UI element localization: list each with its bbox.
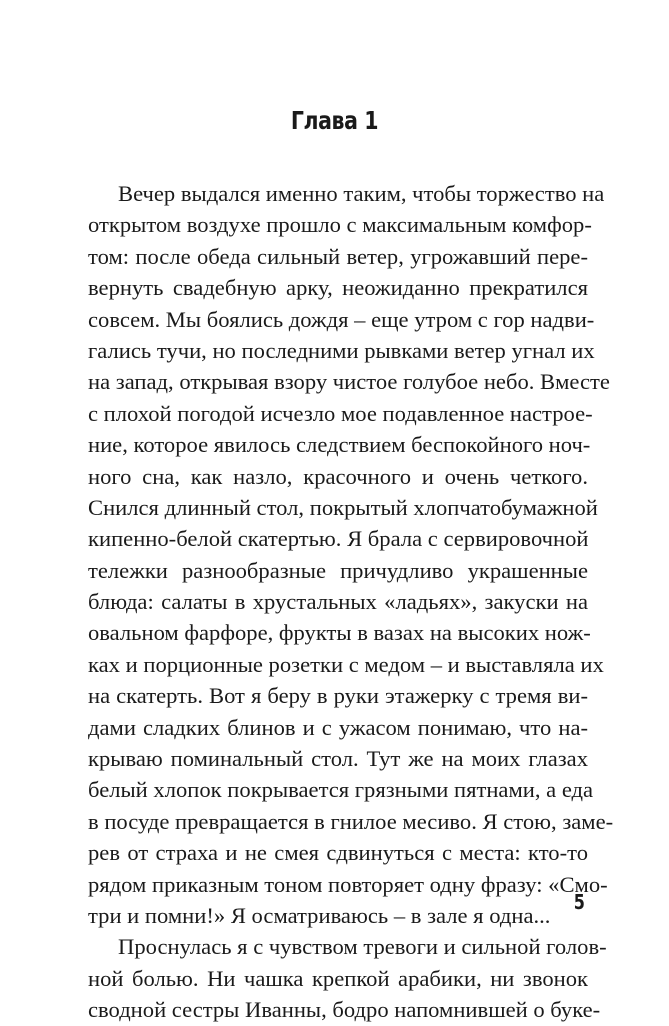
text-line: на скатерть. Вот я беру в руки этажерку с тремя ви- xyxy=(88,683,588,709)
text-line: крываю поминальный стол. Тут же на моих глазах xyxy=(88,746,588,772)
text-line: совсем. Мы боялись дождя – еще утром с гор надви- xyxy=(88,306,595,332)
text-line: ние, которое явилось следствием беспокойного ноч- xyxy=(88,432,591,458)
text-line: том: после обеда сильный ветер, угрожавший пере- xyxy=(88,243,588,269)
text-line: рядом приказным тоном повторяет одну фразу: «Смо- xyxy=(88,871,608,897)
text-line: ной болью. Ни чашка крепкой арабики, ни звонок xyxy=(88,965,588,991)
text-line: сводной сестры Иванны, бодро напомнившей о буке- xyxy=(88,997,601,1023)
text-line: ного сна, как назло, красочного и очень четкого. xyxy=(88,463,588,489)
text-line: с плохой погодой исчезло мое подавленное настрое- xyxy=(88,400,593,426)
text-line: в посуде превращается в гнилое месиво. Я стою, заме- xyxy=(88,808,614,834)
text-line: белый хлопок покрывается грязными пятнами, а еда xyxy=(88,777,594,803)
text-line: Вечер выдался именно таким, чтобы торжество на xyxy=(118,181,605,206)
text-line: блюда: салаты в хрустальных «ладьях», закуски на xyxy=(88,589,588,615)
chapter-title: Глава 1 xyxy=(290,106,379,135)
text-line: Снился длинный стол, покрытый хлопчатобумажной xyxy=(88,494,598,520)
text-line: рев от страха и не смея сдвинуться с места: кто-то xyxy=(88,840,588,866)
text-line: Проснулась я с чувством тревоги и сильной голов- xyxy=(118,934,607,960)
text-line: кипенно-белой скатертью. Я брала с сервировочной xyxy=(88,526,589,552)
text-line: вернуть свадебную арку, неожиданно прекратился xyxy=(88,275,588,301)
body-text xyxy=(88,178,614,1026)
text-line: открытом воздухе прошло с максимальным комфор- xyxy=(88,212,592,238)
text-line: тележки разнообразные причудливо украшенные xyxy=(88,557,588,583)
text-line: на запад, открывая взору чистое голубое небо. Вместе xyxy=(88,369,610,395)
text-line: овальном фарфоре, фрукты в вазах на высоких нож- xyxy=(88,620,591,646)
text-line: гались тучи, но последними рывками ветер угнал их xyxy=(88,337,595,363)
text-line: дами сладких блинов и с ужасом понимаю, что на- xyxy=(88,714,588,740)
page-number: 5 xyxy=(573,890,585,914)
text-line: три и помни!» Я осматриваюсь – в зале я одна... xyxy=(88,902,551,928)
text-line: ках и порционные розетки с медом – и выставляла их xyxy=(88,651,604,677)
